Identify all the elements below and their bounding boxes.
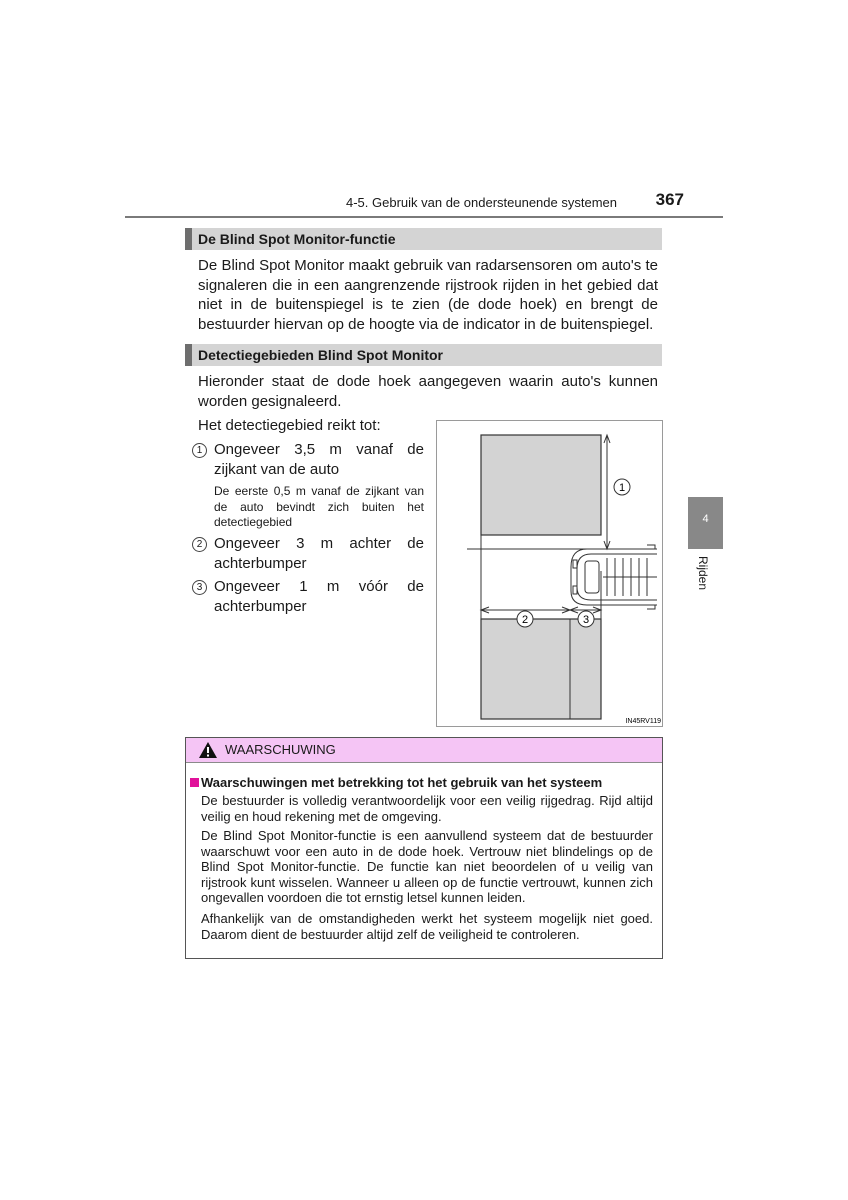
warning-subheading: Waarschuwingen met betrekking tot het gebruik van het systeem [201,775,603,790]
car-icon [571,545,657,609]
header-rule [125,216,723,218]
page-number: 367 [655,190,684,209]
section-heading-text: Detectiegebieden Blind Spot Monitor [198,347,444,363]
warning-paragraph: De Blind Spot Monitor-functie is een aanvullend systeem dat de bestuurder waarschuwt voor een auto in de dode hoek. Vertrouw niet blindelings op de Blind Spot Monitor-functie. De functie kan niet beoordelen of u veilig van rijstrook kunt wisselen. Wanneer u alleen op de functie vertrouwt, kunnen zich ongevallen voordoen die tot ernstig letsel kunnen leiden. [201,828,653,906]
section-body: De Blind Spot Monitor maakt gebruik van radarsensoren om auto's te signaleren die in een aangrenzende rijstrook rijden in het gebied dat niet in de buitenspiegel is te zien (de dode hoek) en brengt de bestuurder hiervan op de hoogte via de indicator in de buitenspiegel. [198,257,658,334]
item-number: 2 [192,537,207,552]
range-label: Het detectiegebied reikt tot: [198,417,381,434]
warning-paragraph: Afhankelijk van de omstandigheden werkt het systeem mogelijk niet goed. Daarom dient de bestuurder altijd zelf de veiligheid te controleren. [201,911,653,942]
item-text: Ongeveer 1 m vóór de achterbumper [214,578,424,615]
chapter-tab-number: 4 [702,513,709,525]
item-number: 1 [192,443,207,458]
detection-area-diagram [436,420,663,727]
chapter-tab-label: Rijden [696,556,710,591]
diagram-code: IN45RV119 [625,718,661,725]
section-heading-text: De Blind Spot Monitor-functie [198,231,396,247]
chapter-title: 4-5. Gebruik van de ondersteunende systemen [345,195,617,210]
detection-zone-rear [481,619,601,719]
section-intro: Hieronder staat de dode hoek aangegeven waarin auto's kunnen worden gesignaleerd. [198,373,658,410]
bullet-square-icon [190,778,199,787]
section-heading-detection-areas [185,344,662,366]
item-text: Ongeveer 3,5 m vanaf de zijkant van de auto [214,441,424,478]
item-note: De eerste 0,5 m vanaf de zijkant van de auto bevindt zich buiten het detectiegebied [214,484,424,530]
warning-paragraph: De bestuurder is volledig verantwoordelijk voor een veilig rijgedrag. Rijd altijd veilig en houd rekening met de omgeving. [201,793,653,824]
item-number: 3 [192,580,207,595]
callout-3: 3 [582,614,590,626]
callout-2: 2 [521,614,529,626]
detection-zone-side [481,435,601,535]
item-text: Ongeveer 3 m achter de achterbumper [214,535,424,572]
section-heading-blind-spot-monitor [185,228,662,250]
warning-triangle-icon [198,741,218,759]
callout-1: 1 [618,482,626,494]
warning-title: WAARSCHUWING [225,742,336,757]
diagram-svg [437,421,664,728]
